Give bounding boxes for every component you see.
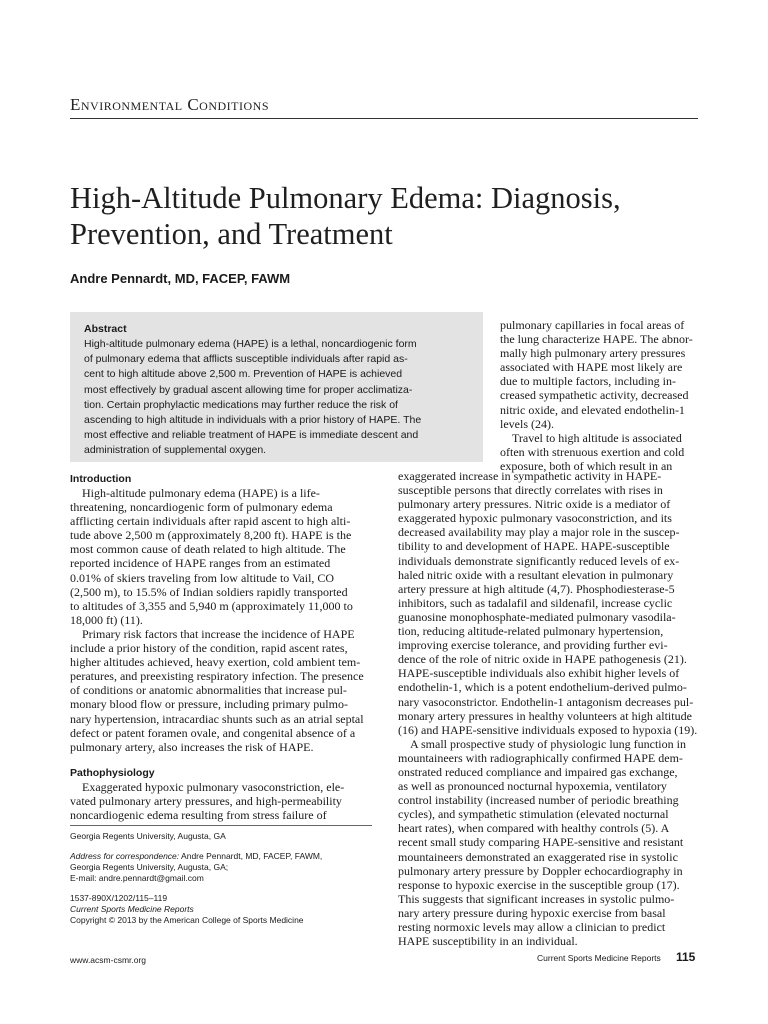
body-line: A small prospective study of physiologic lung function in	[410, 736, 686, 751]
doi-line: 1537-890X/1202/115–119	[70, 893, 168, 903]
abstract-heading: Abstract	[84, 323, 127, 335]
body-line: inhibitors, such as tadalafil and sildenafil, increase cyclic	[398, 595, 673, 610]
author-line: Andre Pennardt, MD, FACEP, FAWM	[70, 271, 291, 286]
body-line: dence of the role of nitric oxide in HAPE pathogenesis (21).	[398, 652, 687, 667]
abstract-line: most effective and reliable treatment of HAPE is immediate descent and	[84, 429, 419, 442]
body-line: 18,000 ft) (11).	[70, 612, 143, 627]
body-line: heart rates), when compared with healthy controls (5). A	[398, 821, 670, 836]
body-line: exaggerated hypoxic pulmonary vasoconstriction, and its	[398, 511, 672, 526]
abstract-line: of pulmonary edema that afflicts susceptible individuals after rapid as-	[84, 353, 408, 366]
left-column	[70, 472, 372, 822]
body-line: creased sympathetic activity, decreased	[500, 388, 689, 403]
body-line: peratures, and preexisting respiratory infection. The presence	[70, 669, 364, 684]
body-line: mally high pulmonary artery pressures	[500, 346, 686, 361]
body-line: exposure, both of which result in an	[500, 458, 673, 473]
body-line: threatening, noncardiogenic form of pulmonary edema	[70, 500, 333, 515]
body-line: exaggerated increase in sympathetic activity in HAPE-	[398, 469, 662, 483]
body-line: improving exercise tolerance, and providing further evi-	[398, 638, 668, 653]
correspondence-email: E-mail: andre.pennardt@gmail.com	[70, 873, 204, 883]
body-line: Travel to high altitude is associated	[512, 430, 682, 445]
abstract-box	[70, 312, 483, 462]
body-line: (16) and HAPE-sensitive individuals exposed to hypoxia (19).	[398, 722, 698, 737]
abstract-line: cent to high altitude above 2,500 m. Prevention of HAPE is achieved	[84, 368, 403, 381]
body-line: control instability (increased number of periodic breathing	[398, 793, 679, 808]
body-line: afflicting certain individuals after rapid ascent to high alti-	[70, 514, 351, 529]
body-line: cycles), and sympathetic stimulation (elevated nocturnal	[398, 807, 669, 822]
body-line: noncardiogenic edema resulting from stress failure of	[70, 807, 327, 822]
body-line: (2,500 m), to 15.5% of Indian soldiers rapidly transported	[70, 584, 348, 599]
body-line: include a prior history of the condition, rapid ascent rates,	[70, 641, 348, 656]
body-line: tibility to and development of HAPE. HAPE-susceptible	[398, 539, 670, 554]
body-line: tude above 2,500 m (approximately 8,200 ft). HAPE is the	[70, 528, 352, 543]
body-line: of conditions or anatomic abnormalities that increase pul-	[70, 683, 347, 698]
affiliation: Georgia Regents University, Augusta, GA	[70, 831, 226, 841]
correspondence-line: Georgia Regents University, Augusta, GA;	[70, 862, 229, 872]
body-line: levels (24).	[500, 416, 554, 431]
body-line: mountaineers demonstrated an exaggerated rise in systolic	[398, 849, 678, 864]
body-line: vated pulmonary artery pressures, and high-permeability	[70, 793, 342, 808]
body-line: haled nitric oxide with a resultant elevation in pulmonary	[398, 567, 674, 582]
body-line: most common cause of death related to high altitude. The	[70, 542, 346, 557]
body-line: pulmonary artery, also increases the risk of HAPE.	[70, 739, 314, 754]
title-line: Prevention, and Treatment	[70, 217, 393, 251]
right-column-top	[500, 318, 698, 473]
body-line: This suggests that significant increases in systolic pulmo-	[398, 891, 675, 906]
article-title	[70, 180, 710, 252]
body-line: as well as pronounced nocturnal hypoxemia, ventilatory	[398, 779, 667, 794]
body-line: pulmonary capillaries in focal areas of	[500, 318, 685, 332]
body-line: artery pressure at high altitude (4,7). Phosphodiesterase-5	[398, 581, 675, 596]
body-line: mountaineers with radiographically confirmed HAPE dem-	[398, 750, 683, 765]
abstract-line: High-altitude pulmonary edema (HAPE) is a lethal, noncardiogenic form	[84, 338, 417, 350]
right-column	[398, 469, 698, 948]
body-line: reported incidence of HAPE ranges from an estimated	[70, 556, 331, 571]
page-number: 115	[676, 950, 696, 964]
body-line: susceptible persons that directly correlates with rises in	[398, 483, 663, 498]
body-line: Exaggerated hypoxic pulmonary vasoconstriction, ele-	[82, 779, 345, 794]
abstract-line: administration of supplemental oxygen.	[84, 444, 267, 457]
footer-journal: Current Sports Medicine Reports	[537, 953, 661, 963]
abstract-line: most effectively by gradual ascent allowing time for proper acclimatiza-	[84, 383, 413, 396]
body-line: pulmonary artery pressures. Nitric oxide is a mediator of	[398, 497, 671, 512]
body-line: decreased availability may play a major role in the suscep-	[398, 525, 680, 540]
body-line: tion, reducing altitude-related pulmonary hypertension,	[398, 624, 664, 639]
body-line: monary artery pressures in healthy volunteers at high altitude	[398, 708, 692, 723]
body-line: the lung characterize HAPE. The abnor-	[500, 332, 693, 347]
body-line: often with strenuous exertion and cold	[500, 444, 685, 459]
body-line: monary blood flow or pressure, including primary pulmo-	[70, 697, 348, 712]
copyright-line: Copyright © 2013 by the American College of Sports Medicine	[70, 915, 304, 925]
body-line: 0.01% of skiers traveling from low altitude to Vail, CO	[70, 570, 335, 585]
correspondence-label: Address for correspondence:	[70, 851, 180, 861]
footer-url: www.acsm-csmr.org	[70, 955, 147, 965]
body-line: Primary risk factors that increase the incidence of HAPE	[82, 626, 355, 641]
body-line: higher altitudes achieved, heavy exertion, cold ambient tem-	[70, 655, 361, 670]
body-line: to altitudes of 3,355 and 5,940 m (approximately 11,000 to	[70, 598, 353, 613]
body-line: resting normoxic levels may allow a clinician to predict	[398, 920, 666, 934]
body-line: associated with HAPE most likely are	[500, 360, 683, 375]
body-line: endothelin-1, which is a potent endothelium-derived pulmo-	[398, 680, 687, 695]
body-line: High-altitude pulmonary edema (HAPE) is a life-	[82, 486, 320, 500]
body-line: defect or patent foramen ovale, and congenital absence of a	[70, 725, 356, 740]
title-line: High-Altitude Pulmonary Edema: Diagnosis,	[70, 181, 621, 215]
header-rule	[70, 118, 698, 119]
body-line: recent small study comparing HAPE-sensitive and resistant	[398, 835, 684, 850]
journal-name: Current Sports Medicine Reports	[70, 904, 194, 914]
correspondence-name: Andre Pennardt, MD, FACEP, FAWM,	[179, 851, 323, 861]
body-line: nitric oxide, and elevated endothelin-1	[500, 402, 685, 417]
abstract-line: tion. Certain prophylactic medications may further reduce the risk of	[84, 398, 398, 411]
body-line: onstrated reduced compliance and impaired gas exchange,	[398, 764, 678, 779]
body-line: nary vasoconstrictor. Endothelin-1 antagonism decreases pul-	[398, 694, 694, 709]
abstract-line: ascending to high altitude in individuals with a prior history of HAPE. The	[84, 413, 422, 426]
pathophysiology-heading: Pathophysiology	[70, 766, 155, 779]
body-line: due to multiple factors, including in-	[500, 374, 676, 389]
body-line: individuals demonstrate significantly reduced levels of ex-	[398, 553, 680, 568]
introduction-heading: Introduction	[70, 473, 132, 485]
body-line: nary hypertension, intracardiac shunts such as an atrial septal	[70, 711, 364, 726]
section-header: Environmental Conditions	[70, 95, 269, 114]
body-line: pulmonary artery pressure by Doppler echocardiography in	[398, 863, 683, 878]
body-line: guanosine monophosphate-mediated pulmonary vasodila-	[398, 609, 676, 624]
body-line: HAPE susceptibility in an individual.	[398, 934, 578, 949]
body-line: HAPE-susceptible individuals also exhibit higher levels of	[398, 666, 680, 681]
body-line: response to hypoxic exercise in the susceptible group (17).	[398, 877, 680, 892]
body-line: nary artery pressure during hypoxic exercise from basal	[398, 905, 666, 920]
footnote-rule	[70, 825, 372, 826]
correspondence-address	[70, 851, 375, 862]
footnotes	[70, 831, 375, 926]
